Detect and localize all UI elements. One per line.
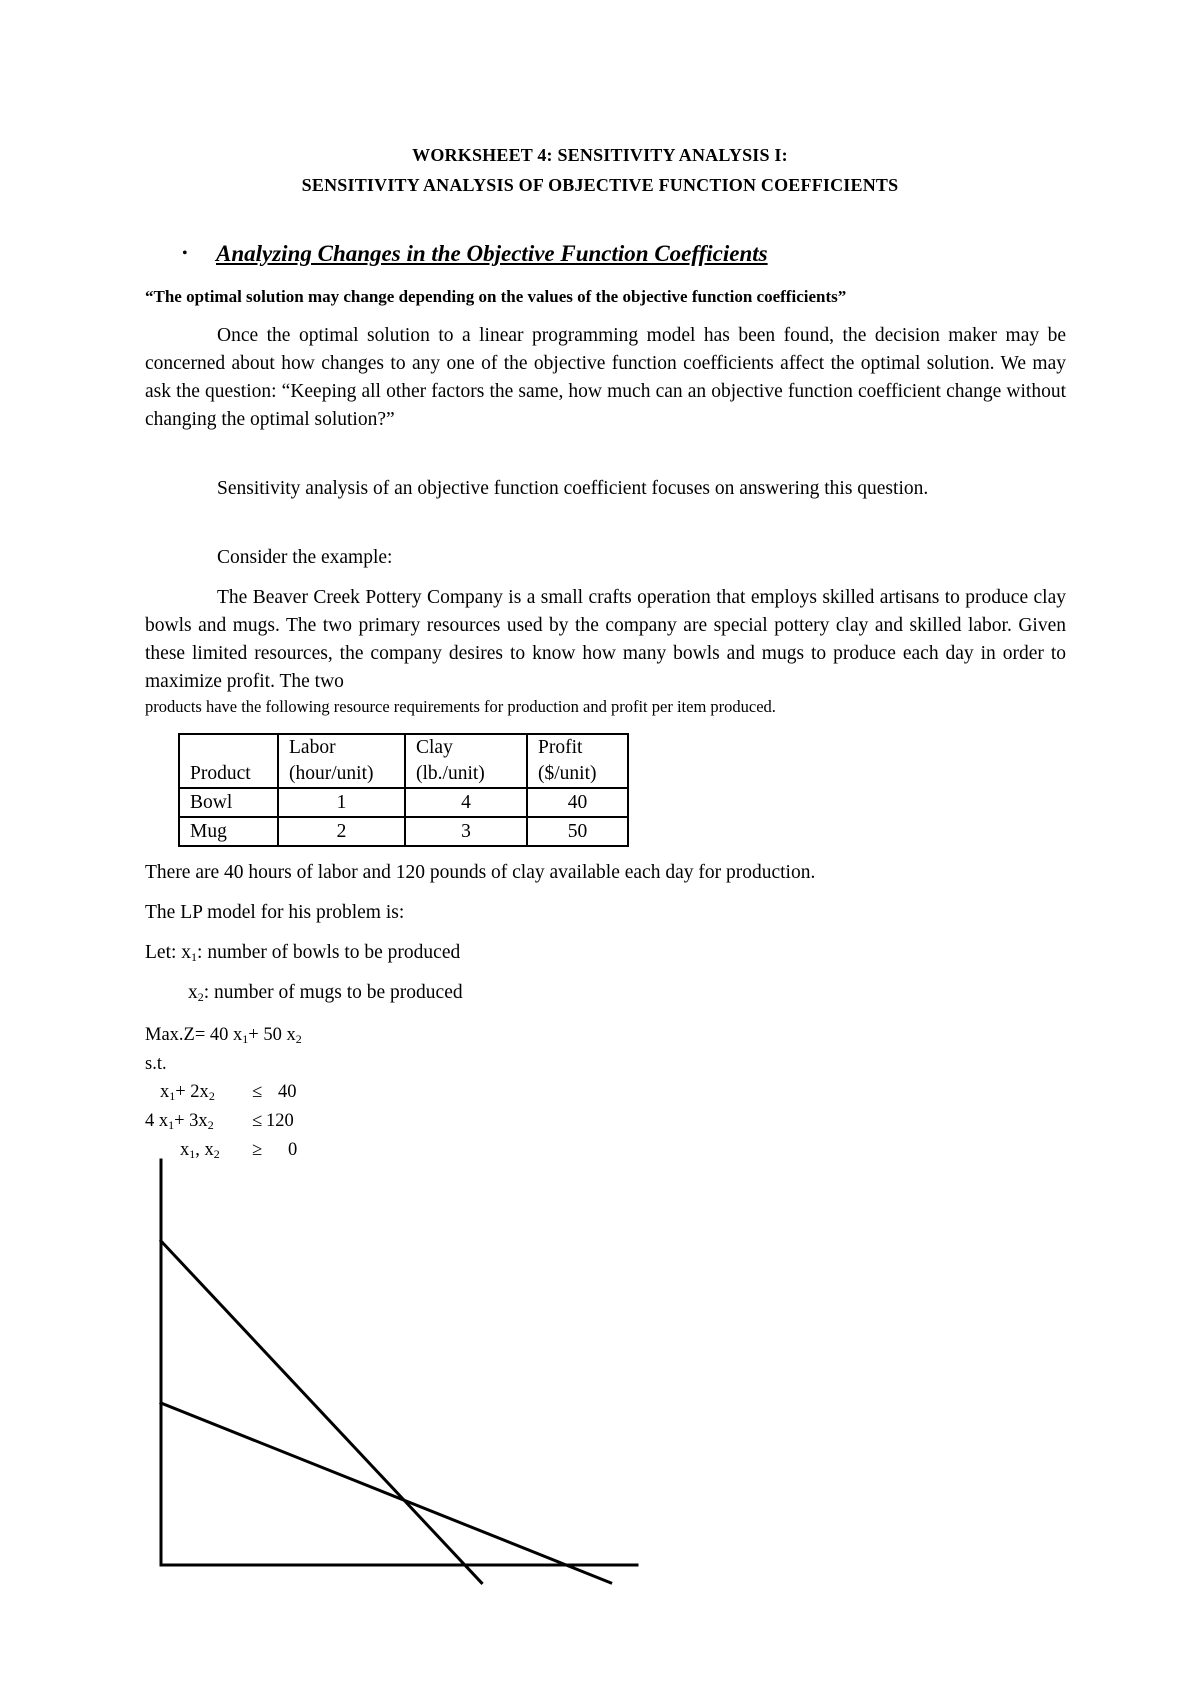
x2-var: x: [188, 982, 198, 1003]
c1-part: x: [160, 1082, 170, 1102]
constraint-labor-rel: ≤: [252, 1082, 263, 1102]
c2-part: + 3x: [174, 1111, 208, 1131]
header-top: Clay: [416, 737, 453, 758]
header-bottom: (hour/unit): [289, 763, 374, 784]
header-top: Profit: [538, 737, 583, 758]
constraint-clay-rel: ≤: [252, 1111, 263, 1131]
cell-product: Bowl: [179, 788, 278, 817]
header-bottom: (lb./unit): [416, 763, 485, 784]
c2-sub-2: 2: [207, 1118, 214, 1132]
title-line-2: SENSITIVITY ANALYSIS OF OBJECTIVE FUNCTION COEFFICIENTS: [301, 175, 899, 195]
constraint-clay-rhs: 120: [266, 1111, 294, 1131]
nn-sub-1: 1: [189, 1147, 196, 1161]
c2-part: 4 x: [145, 1111, 169, 1131]
let-prefix: Let: x: [145, 942, 192, 963]
c1-sub-2: 2: [208, 1089, 215, 1103]
c2-sub-1: 1: [168, 1118, 175, 1132]
lp-intro-text: The LP model for his problem is:: [145, 902, 405, 923]
x1-description: : number of bowls to be produced: [197, 942, 461, 963]
nonnegativity-rhs: 0: [288, 1140, 298, 1160]
obj-sub-1: 1: [242, 1032, 249, 1046]
constraint-labor-rhs: 40: [278, 1082, 297, 1102]
constraint-line-1: [161, 1241, 482, 1583]
obj-part: Max.Z= 40 x: [145, 1025, 243, 1045]
availability-text: There are 40 hours of labor and 120 pounds of clay available each day for production.: [145, 862, 816, 883]
cell-profit: 50: [527, 817, 628, 846]
x2-description: : number of mugs to be produced: [203, 982, 463, 1003]
paragraph-2-text: Sensitivity analysis of an objective function coefficient focuses on answering this question.: [217, 478, 929, 499]
obj-part: + 50 x: [248, 1025, 296, 1045]
cell-labor: 2: [278, 817, 405, 846]
header-bottom: Product: [190, 763, 251, 784]
cell-clay: 3: [405, 817, 527, 846]
cell-product: Mug: [179, 817, 278, 846]
cell-profit: 40: [527, 788, 628, 817]
paragraph-4-last-line: products have the following resource requirements for production and profit per item produced.: [145, 697, 776, 716]
title-line-1: WORKSHEET 4: SENSITIVITY ANALYSIS I:: [412, 145, 788, 165]
subject-to-label: s.t.: [145, 1054, 167, 1074]
header-top: Labor: [289, 737, 336, 758]
paragraph-4-text: The Beaver Creek Pottery Company is a small crafts operation that employs skilled artisans to produce clay bowls and mugs. The two primary resources used by the company are special pottery clay and skilled labor. Given these limited resources, the company desires to know how many bowls and mugs to produce each day in order to maximize profit. The two: [145, 587, 1066, 692]
bullet-icon: •: [182, 245, 188, 262]
x1-subscript: 1: [191, 950, 198, 964]
nonnegativity-rel: ≥: [252, 1140, 263, 1160]
header-bottom: ($/unit): [538, 763, 597, 784]
constraint-line-2: [161, 1403, 611, 1583]
x2-subscript: 2: [197, 990, 204, 1004]
obj-sub-2: 2: [295, 1032, 302, 1046]
paragraph-1-text: Once the optimal solution to a linear programming model has been found, the decision maker may be concerned about how changes to any one of the objective function coefficients affect the optimal solution. We may ask the question: “Keeping all other factors the same, how much can an objective function coefficient change without changing the optimal solution?”: [145, 325, 1066, 430]
nn-sub-2: 2: [213, 1147, 220, 1161]
cell-labor: 1: [278, 788, 405, 817]
paragraph-3-text: Consider the example:: [217, 547, 393, 568]
key-quote: “The optimal solution may change depending on the values of the objective function coefficients”: [145, 287, 847, 306]
nn-part: x: [180, 1140, 190, 1160]
c1-part: + 2x: [175, 1082, 209, 1102]
cell-clay: 4: [405, 788, 527, 817]
c1-sub-1: 1: [169, 1089, 176, 1103]
section-heading-text: Analyzing Changes in the Objective Function Coefficients: [216, 241, 768, 266]
nn-part: , x: [195, 1140, 214, 1160]
